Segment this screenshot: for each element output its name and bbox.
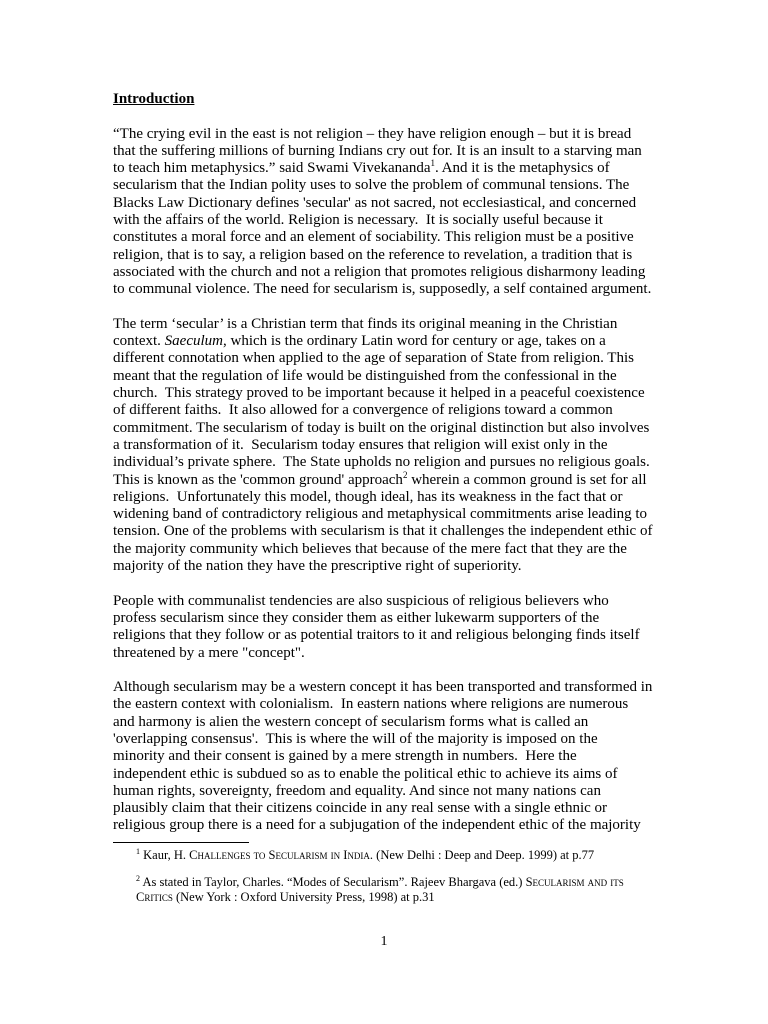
page-number: 1 (380, 934, 388, 949)
paragraph-1 (113, 126, 652, 299)
paragraph-line: religious group there is a need for a subjugation of the independent ethic of the majority (113, 817, 641, 834)
footnote-marker: 1 (136, 847, 140, 856)
paragraph-line: threatened by a mere "concept". (113, 644, 305, 661)
paragraph-line: the eastern context with colonialism. In eastern nations where religions are numerous (113, 696, 629, 713)
paragraph-line: “The crying evil in the east is not religion – they have religion enough – but it is bread (113, 125, 632, 142)
line-text: wherein a common ground is set for all (407, 471, 647, 488)
paragraph-line: Blacks Law Dictionary defines 'secular' as not sacred, not ecclesiastical, and concerned (113, 194, 637, 211)
footnote-book-title: Challenges to Secularism in India (189, 848, 370, 862)
paragraph-line (113, 333, 652, 350)
paragraph-line: constitutes a moral force and an element of sociability. This religion must be a positive (113, 229, 634, 246)
footnote-book-title: Critics (136, 889, 173, 904)
paragraph-line: minority and their consent is gained by a mere strength in numbers. Here the (113, 748, 577, 765)
body-text (113, 91, 652, 852)
paragraph-line: Although secularism may be a western concept it has been transported and transformed in (113, 679, 653, 696)
footnote-ref-1: 1 (430, 158, 435, 169)
footnote-text: Kaur, H. (143, 848, 190, 862)
footnote-line (136, 890, 624, 905)
paragraph-line: a transformation of it. Secularism today ensures that religion will exist only in the (113, 436, 608, 453)
footnote-separator (113, 842, 249, 843)
paragraph-line (113, 469, 652, 489)
footnote-text: (New York : Oxford University Press, 1998) at p.31 (172, 889, 435, 904)
paragraph-line: to communal violence. The need for secularism is, supposedly, a self contained argument. (113, 281, 652, 298)
paragraph-line: that the suffering millions of burning Indians cry out for. It is an insult to a starving man (113, 142, 642, 159)
paragraph-line: religion, that is to say, a religion based on the reference to revelation, a tradition that is (113, 246, 633, 263)
line-text: This is known as the 'common ground' approach (113, 471, 403, 488)
footnote-marker: 2 (136, 874, 140, 883)
paragraph-line (113, 160, 652, 177)
paragraph-line: meant that the regulation of life would be distinguished from the confessional in the (113, 367, 617, 384)
paragraph-line: 'overlapping consensus'. This is where the will of the majority is imposed on the (113, 730, 598, 747)
paragraph-line: majority of the nation they have the prescriptive right of superiority. (113, 558, 522, 575)
paragraph-line: commitment. The secularism of today is built on the original distinction but also involves (113, 419, 650, 436)
footnote-text: . (New Delhi : Deep and Deep. 1999) at p.77 (369, 848, 595, 862)
footnote-2 (136, 875, 624, 904)
paragraph-line: independent ethic is subdued so as to enable the political ethic to achieve its aims of (113, 765, 618, 782)
footnote-book-title: Secularism and its (525, 875, 624, 889)
paragraph-line: widening band of contradictory religious and metaphysical commitments arise leading to (113, 506, 648, 523)
paragraph-line: religions that they follow or as potential traitors to it and religious belonging finds itself (113, 627, 640, 644)
paragraph-line: of different faiths. It also allowed for a convergence of religions toward a common (113, 402, 613, 419)
footnote-line (136, 875, 624, 890)
paragraph-line: People with communalist tendencies are also suspicious of religious believers who (113, 592, 609, 609)
footnote-ref-2: 2 (402, 469, 408, 480)
paragraph-line: secularism that the Indian polity uses to solve the problem of communal tensions. The (113, 177, 630, 194)
paragraph-line: the majority community which believes that because of the mere fact that they are the (113, 540, 627, 557)
footnote-1 (136, 848, 594, 863)
paragraph-2 (113, 316, 652, 575)
paragraph-line: individual’s private sphere. The State upholds no religion and pursues no religious goals. (113, 454, 650, 471)
line-text: , which is the ordinary Latin word for century or age, takes on a (222, 333, 606, 350)
paragraph-line: tension. One of the problems with secularism is that it challenges the independent ethic of (113, 523, 653, 540)
paragraph-line: different connotation when applied to the age of separation of State from religion. This (113, 350, 634, 367)
paragraph-3 (113, 593, 652, 662)
paragraph-line: profess secularism since they consider them as either lukewarm supporters of the (113, 609, 600, 626)
paragraph-line: and harmony is alien the western concept of secularism forms what is called an (113, 713, 589, 730)
paragraph-line: church. This strategy proved to be important because it helped in a peaceful coexistence (113, 385, 645, 402)
line-text: to teach him metaphysics.” said Swami Vivekananda (113, 160, 431, 177)
footnote-line (136, 848, 594, 863)
paragraph-line: The term ‘secular’ is a Christian term that finds its original meaning in the Christian (113, 315, 618, 332)
line-text: context. (113, 333, 165, 350)
paragraph-line: with the affairs of the world. Religion is necessary. It is socially useful because it (113, 212, 603, 229)
italic-term: Saeculum (164, 333, 223, 350)
section-heading (113, 91, 652, 108)
paragraph-4 (113, 679, 652, 835)
paragraph-line: human rights, sovereignty, freedom and equality. And since not many nations can (113, 782, 601, 799)
paragraph-line: religions. Unfortunately this model, though ideal, has its weakness in the fact that or (113, 488, 623, 505)
line-text: . And it is the metaphysics of (435, 160, 610, 177)
paragraph-line: associated with the church and not a religion that promotes religious disharmony leading (113, 263, 646, 280)
footnote-text: As stated in Taylor, Charles. “Modes of Secularism”. Rajeev Bhargava (ed.) (142, 875, 526, 889)
paragraph-line: plausibly claim that their citizens coincide in any real sense with a single ethnic or (113, 800, 608, 817)
section-heading-text: Introduction (113, 91, 195, 107)
